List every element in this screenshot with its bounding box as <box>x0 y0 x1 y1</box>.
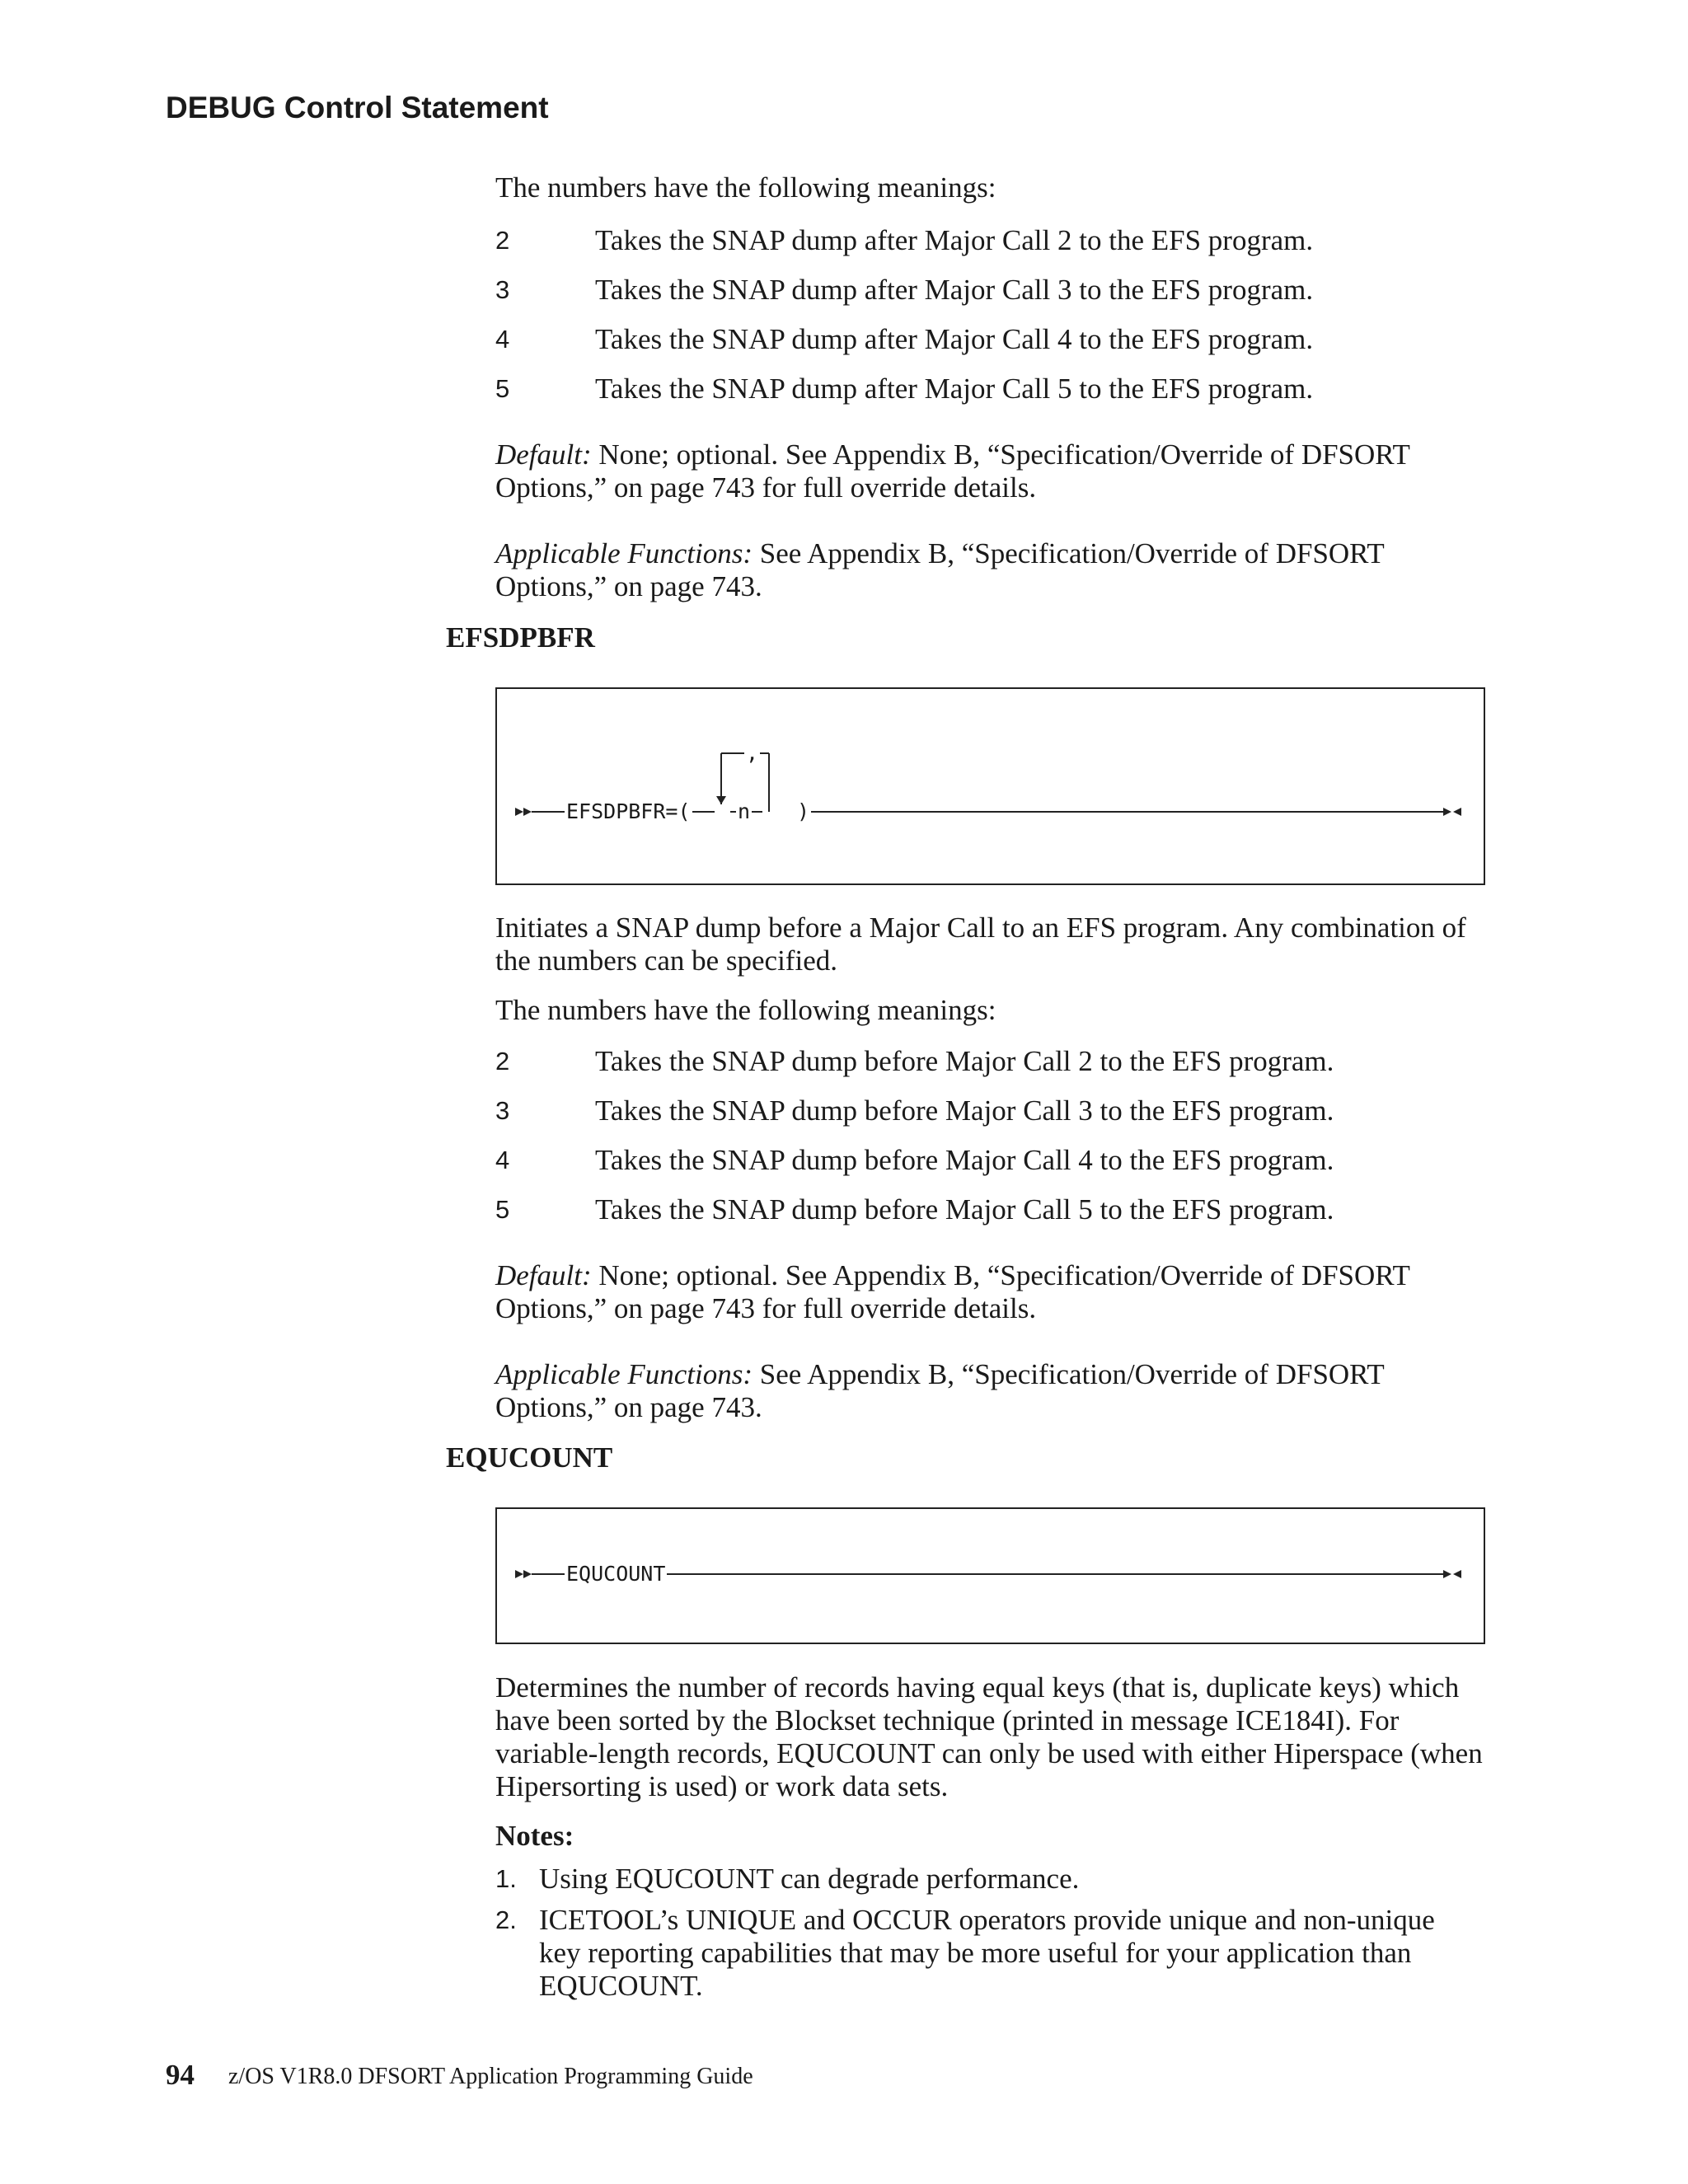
notes-heading: Notes: <box>495 1820 574 1852</box>
meanings-intro: The numbers have the following meanings: <box>495 994 996 1026</box>
equcount-description: Determines the number of records having equal keys (that is, duplicate keys) which have been sorted by the Blockset technique (printed in message ICE184I). For variable-length records, EQUCOUNT can only be used with either Hiperspace (when Hipersorting is used) or work data sets. <box>495 1671 1483 1802</box>
meaning-text: Takes the SNAP dump before Major Call 2 to the EFS program. <box>595 1045 1334 1077</box>
note-number: 2. <box>495 1905 517 1934</box>
meaning-text: Takes the SNAP dump before Major Call 5 to the EFS program. <box>595 1193 1334 1226</box>
meaning-text: Takes the SNAP dump after Major Call 4 to the EFS program. <box>595 323 1314 355</box>
applicable-functions-text: See Appendix B, “Specification/Override of DFSORT Options,” on page 743. <box>495 537 1385 602</box>
default-label: Default: <box>495 438 592 471</box>
diagram-parameter: n <box>738 799 751 823</box>
default-text: None; optional. See Appendix B, “Specification/Override of DFSORT Options,” on page 743 for full override details. <box>495 1259 1410 1324</box>
syntax-diagram-efsdpbfr <box>495 687 1485 885</box>
meaning-text: Takes the SNAP dump after Major Call 3 to the EFS program. <box>595 274 1314 306</box>
note-number: 1. <box>495 1864 517 1893</box>
syntax-diagram-lines <box>497 689 1487 887</box>
meaning-number: 4 <box>495 325 510 354</box>
note-text: ICETOOL’s UNIQUE and OCCUR operators provide unique and non-unique key reporting capabilities that may be more useful for your application than EQUCOUNT. <box>539 1904 1435 2002</box>
default-paragraph <box>495 438 1484 504</box>
applicable-functions-paragraph <box>495 1358 1484 1424</box>
running-head: DEBUG Control Statement <box>166 91 549 124</box>
page-number: 94 <box>166 2059 195 2091</box>
diagram-repeat-separator: , <box>746 741 759 765</box>
default-paragraph <box>495 1259 1484 1325</box>
meaning-text: Takes the SNAP dump before Major Call 3 to the EFS program. <box>595 1094 1334 1127</box>
meaning-number: 4 <box>495 1146 510 1174</box>
meaning-number: 3 <box>495 1096 510 1125</box>
efsdpbfr-description: Initiates a SNAP dump before a Major Call to an EFS program. Any combination of the numbers can be specified. <box>495 912 1466 977</box>
syntax-diagram-equcount <box>495 1507 1485 1644</box>
diagram-close-paren: ) <box>797 799 810 823</box>
meaning-text: Takes the SNAP dump after Major Call 5 to the EFS program. <box>595 373 1314 405</box>
default-label: Default: <box>495 1259 592 1291</box>
meaning-number: 2 <box>495 1047 510 1076</box>
meaning-text: Takes the SNAP dump before Major Call 4 to the EFS program. <box>595 1144 1334 1176</box>
meaning-number: 5 <box>495 374 510 403</box>
meaning-number: 5 <box>495 1195 510 1224</box>
footer-book-title: z/OS V1R8.0 DFSORT Application Programming Guide <box>228 2064 753 2089</box>
meaning-number: 2 <box>495 226 510 255</box>
keyword-heading-efsdpbfr: EFSDPBFR <box>446 621 595 654</box>
default-text: None; optional. See Appendix B, “Specification/Override of DFSORT Options,” on page 743 for full override details. <box>495 438 1410 504</box>
diagram-statement-keyword: EQUCOUNT <box>566 1562 666 1586</box>
applicable-functions-label: Applicable Functions: <box>495 537 753 569</box>
applicable-functions-text: See Appendix B, “Specification/Override of DFSORT Options,” on page 743. <box>495 1358 1385 1423</box>
keyword-heading-equcount: EQUCOUNT <box>446 1441 613 1474</box>
applicable-functions-label: Applicable Functions: <box>495 1358 753 1390</box>
meaning-text: Takes the SNAP dump after Major Call 2 to the EFS program. <box>595 224 1314 256</box>
diagram-statement-keyword: EFSDPBFR=( <box>566 799 691 823</box>
meaning-number: 3 <box>495 275 510 304</box>
applicable-functions-paragraph <box>495 537 1484 603</box>
meanings-intro: The numbers have the following meanings: <box>495 171 996 204</box>
note-text: Using EQUCOUNT can degrade performance. <box>539 1863 1080 1895</box>
